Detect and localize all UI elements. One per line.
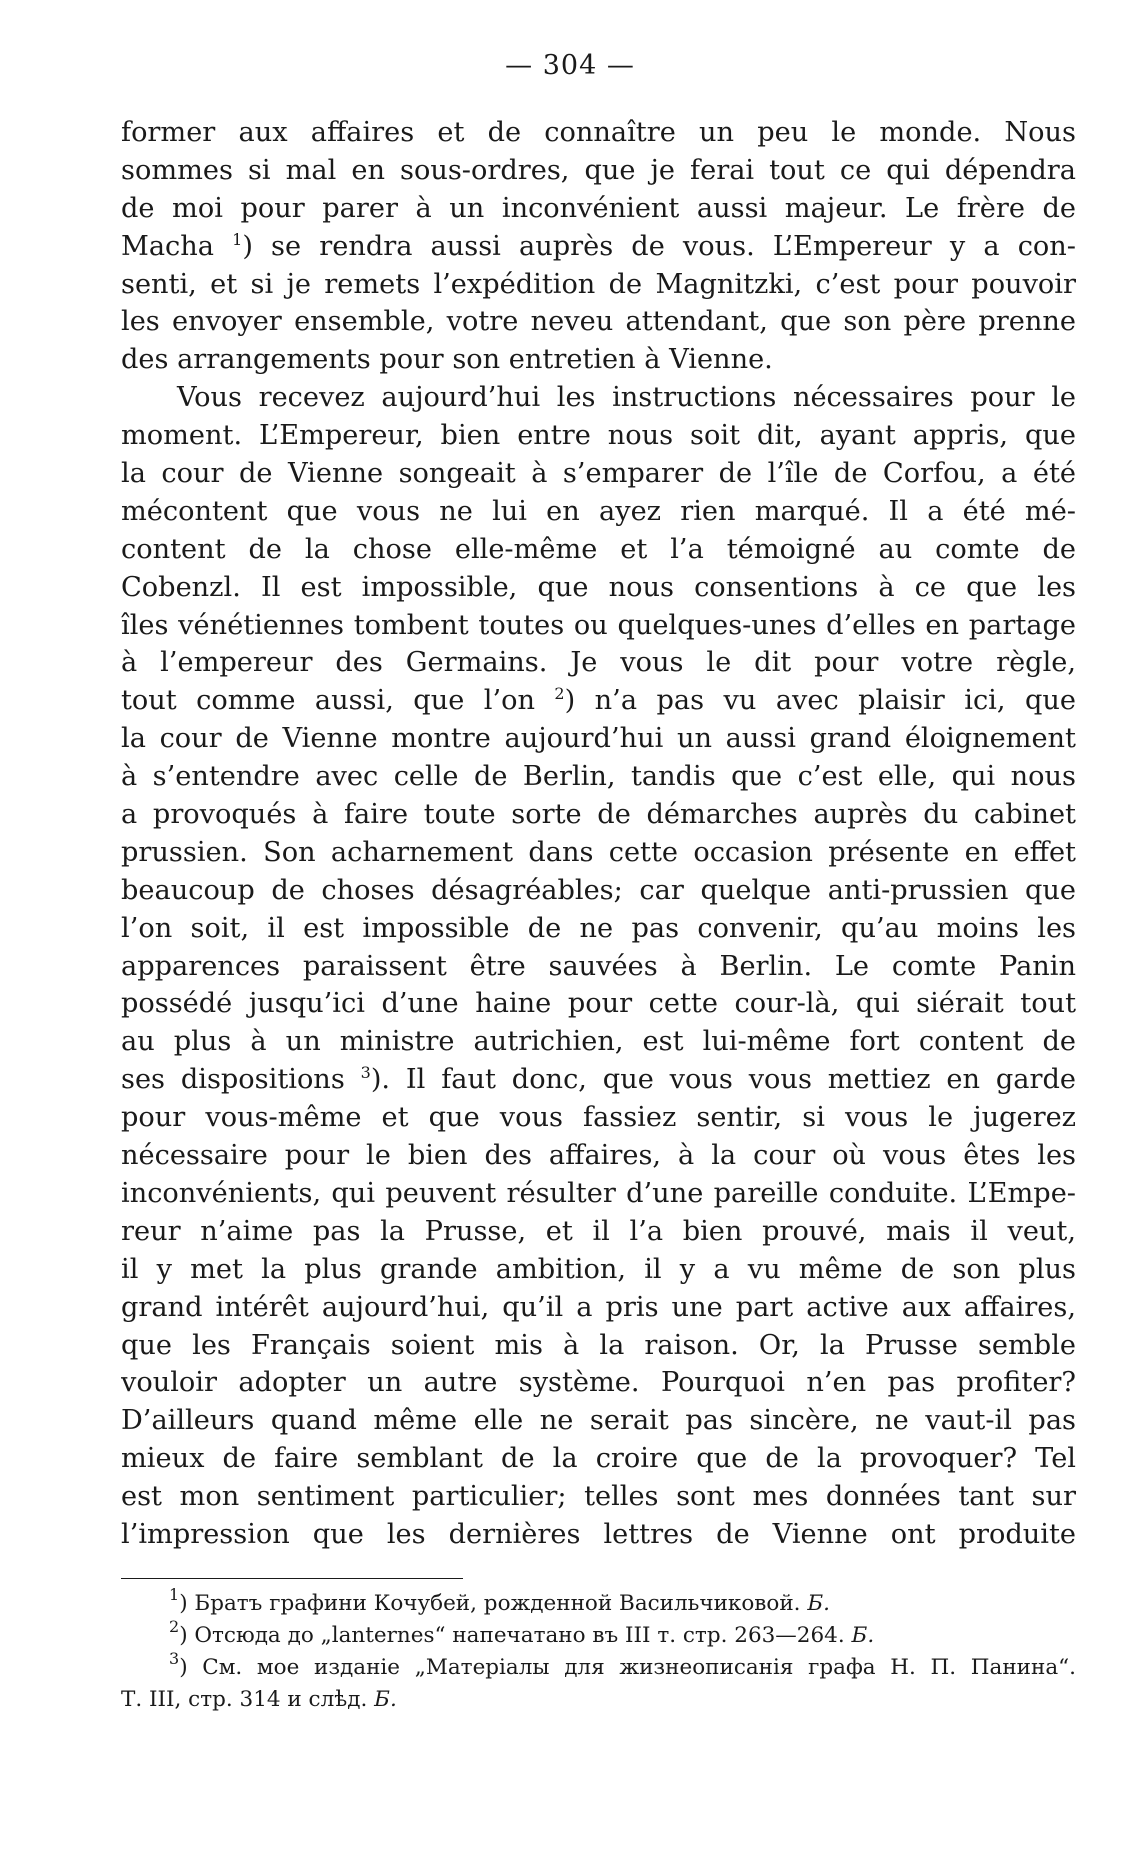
- footnote-continuation: [121, 1684, 1076, 1716]
- footnote-signature: Б.: [374, 1687, 397, 1712]
- footnote-signature: Б.: [807, 1591, 830, 1616]
- text-line: que les Français soient mis à la raison. Or, la Prusse semble: [121, 1329, 1076, 1361]
- footnote: [121, 1620, 1076, 1652]
- footnote-text: ) Братъ графини Кочубей, рожденной Васильчиковой.: [179, 1591, 801, 1616]
- footnote-ref: 3: [360, 1063, 371, 1083]
- text-line: Vous recevez aujourd’hui les instructions nécessaires pour le: [177, 382, 1076, 414]
- footnote-text: Т. III, стр. 314 и слѣд.: [121, 1687, 368, 1712]
- text-line: [121, 1061, 1076, 1099]
- footnote-ref: 1: [232, 229, 243, 249]
- text-line: moment. L’Empereur, bien entre nous soit dit, ayant appris, que: [121, 420, 1076, 452]
- footnote: [121, 1588, 1076, 1620]
- footnote-marker: 3: [169, 1652, 180, 1668]
- text-line: la cour de Vienne montre aujourd’hui un aussi grand éloignement: [121, 723, 1076, 755]
- text-line: sommes si mal en sous-ordres, que je ferai tout ce qui dépendra: [121, 154, 1076, 186]
- page-number: — 304 —: [505, 50, 635, 81]
- text-line: beaucoup de choses désagréables; car quelque anti-prussien que: [121, 874, 1076, 906]
- text-fragment: Macha: [121, 230, 214, 262]
- text-line: prussien. Son acharnement dans cette occasion présente en effet: [121, 836, 1076, 868]
- text-fragment: tout comme aussi, que l’on: [121, 685, 535, 717]
- footnote: [121, 1652, 1076, 1684]
- text-line: Cobenzl. Il est impossible, que nous consentions à ce que les: [121, 571, 1076, 603]
- text-line: mieux de faire semblant de la croire que de la provoquer? Tel: [121, 1443, 1076, 1475]
- text-fragment: ). Il faut donc, que vous vous mettiez en garde: [370, 1064, 1076, 1096]
- footnote-divider: [121, 1578, 463, 1579]
- text-line: D’ailleurs quand même elle ne serait pas sincère, ne vaut-il pas: [121, 1405, 1076, 1437]
- text-line: pour vous-même et que vous fassiez sentir, si vous le jugerez: [121, 1102, 1076, 1134]
- footnote-marker: 1: [169, 1588, 180, 1604]
- text-line: il y met la plus grande ambition, il y a vu même de son plus: [121, 1253, 1076, 1285]
- text-line: la cour de Vienne songeait à s’emparer de l’île de Corfou, a été: [121, 458, 1076, 490]
- text-line: inconvénients, qui peuvent résulter d’une pareille conduite. L’Empe-: [121, 1177, 1076, 1209]
- text-line: des arrangements pour son entretien à Vienne.: [121, 344, 773, 376]
- text-line: îles vénétiennes tombent toutes ou quelques-unes d’elles en partage: [121, 609, 1076, 641]
- footnote-marker: 2: [169, 1620, 180, 1636]
- text-line: former aux affaires et de connaître un peu le monde. Nous: [121, 117, 1076, 148]
- text-line: a provoqués à faire toute sorte de démarches auprès du cabinet: [121, 799, 1076, 831]
- text-line: grand intérêt aujourd’hui, qu’il a pris une part active aux affaires,: [121, 1291, 1076, 1323]
- text-line: vouloir adopter un autre système. Pourquoi n’en pas profiter?: [121, 1367, 1076, 1399]
- footnotes: [121, 1588, 1076, 1716]
- text-line: les envoyer ensemble, votre neveu attendant, que son père prenne: [121, 306, 1076, 338]
- text-line: content de la chose elle-même et l’a témoigné au comte de: [121, 533, 1076, 565]
- text-line: possédé jusqu’ici d’une haine pour cette cour-là, qui siérait tout: [121, 988, 1076, 1020]
- text-line: à l’empereur des Germains. Je vous le dit pour votre règle,: [121, 647, 1076, 679]
- text-fragment: ) se rendra aussi auprès de vous. L’Empereur y a con-: [242, 230, 1076, 262]
- text-line: au plus à un ministre autrichien, est lui-même fort content de: [121, 1026, 1076, 1058]
- text-line: à s’entendre avec celle de Berlin, tandis que c’est elle, qui nous: [121, 761, 1076, 793]
- footnote-text: ) См. мое изданіе „Матеріалы для жизнеописанія графа Н. П. Панина“.: [179, 1655, 1076, 1680]
- text-line: apparences paraissent être sauvées à Berlin. Le comte Panin: [121, 950, 1076, 982]
- text-line: [121, 228, 1076, 266]
- text-line: senti, et si je remets l’expédition de Magnitzki, c’est pour pouvoir: [121, 268, 1076, 300]
- text-line: reur n’aime pas la Prusse, et il l’a bien prouvé, mais il veut,: [121, 1215, 1076, 1247]
- text-line: nécessaire pour le bien des affaires, à la cour où vous êtes les: [121, 1140, 1076, 1172]
- text-line: l’on soit, il est impossible de ne pas convenir, qu’au moins les: [121, 912, 1076, 944]
- footnote-text: ) Отсюда до „lanternes“ напечатано въ III т. стр. 263—264.: [179, 1623, 845, 1648]
- text-line: l’impression que les dernières lettres de Vienne ont produite: [121, 1518, 1076, 1550]
- text-fragment: ) n’a pas vu avec plaisir ici, que: [564, 685, 1076, 717]
- text-line: [121, 682, 1076, 720]
- footnote-signature: Б.: [851, 1623, 875, 1648]
- main-text: [121, 114, 1076, 1554]
- footnote-ref: 2: [554, 684, 565, 704]
- text-line: est mon sentiment particulier; telles sont mes données tant sur: [121, 1481, 1076, 1513]
- text-fragment: ses dispositions: [121, 1064, 345, 1096]
- text-line: de moi pour parer à un inconvénient aussi majeur. Le frère de: [121, 192, 1076, 224]
- text-line: mécontent que vous ne lui en ayez rien marqué. Il a été mé-: [121, 495, 1076, 527]
